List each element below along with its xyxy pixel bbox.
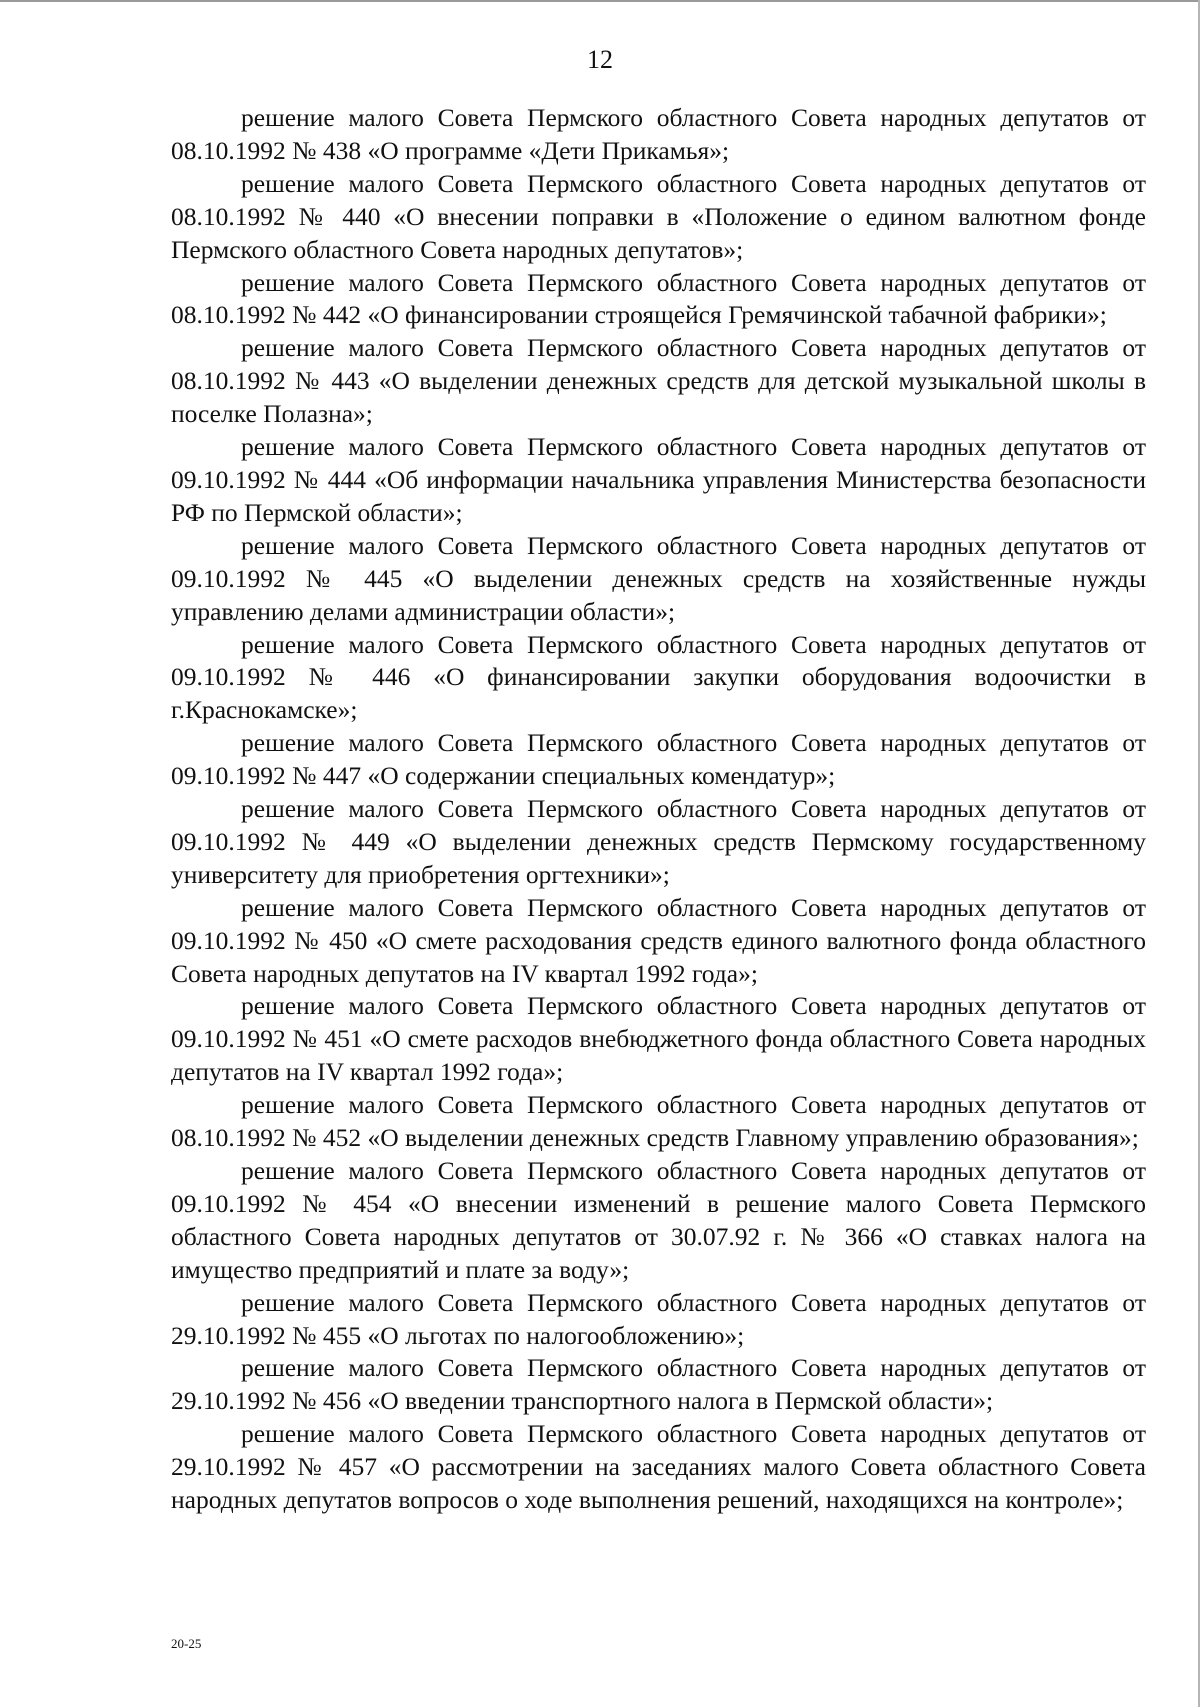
- list-item: решение малого Совета Пермского областного Совета народных депутатов от 09.10.1992 № 454 «О внесении изменений в решение малого Совета Пермского областного Совета народных депутатов от 30.07.92 г. № 366 «О ставках налога на имущество предприятий и плате за воду»;: [171, 1156, 1146, 1284]
- list-item: решение малого Совета Пермского областного Совета народных депутатов от 09.10.1992 № 446 «О финансировании закупки оборудования водоочистки в г.Краснокамске»;: [171, 629, 1146, 725]
- list-item: решение малого Совета Пермского областного Совета народных депутатов от 08.10.1992 № 452 «О выделении денежных средств Главному управлению образования»;: [171, 1090, 1146, 1153]
- page-number: 12: [587, 45, 613, 74]
- list-item: решение малого Совета Пермского областного Совета народных депутатов от 09.10.1992 № 445 «О выделении денежных средств на хозяйственные нужды управлению делами администрации области»;: [171, 530, 1146, 626]
- document-body: [171, 102, 1146, 1517]
- list-item: решение малого Совета Пермского областного Совета народных депутатов от 09.10.1992 № 450 «О смете расходования средств единого валютного фонда областного Совета народных депутатов на IV квартал 1992 года»;: [171, 892, 1146, 988]
- footer-code: 20-25: [171, 1636, 202, 1651]
- scan-edge-top: [0, 0, 1200, 2]
- list-item: решение малого Совета Пермского областного Совета народных депутатов от 08.10.1992 № 440 «О внесении поправки в «Положение о едином валютном фонде Пермского областного Совета народных депутатов»;: [171, 168, 1146, 264]
- list-item: решение малого Совета Пермского областного Совета народных депутатов от 29.10.1992 № 455 «О льготах по налогообложению»;: [171, 1287, 1146, 1350]
- list-item: решение малого Совета Пермского областного Совета народных депутатов от 08.10.1992 № 438 «О программе «Дети Прикамья»;: [171, 103, 1146, 165]
- list-item: решение малого Совета Пермского областного Совета народных депутатов от 09.10.1992 № 451 «О смете расходов внебюджетного фонда областного Совета народных депутатов на IV квартал 1992 года»;: [171, 991, 1146, 1087]
- list-item: решение малого Совета Пермского областного Совета народных депутатов от 29.10.1992 № 457 «О рассмотрении на заседаниях малого Совета областного Совета народных депутатов вопросов о ходе выполнения решений, находящихся на контроле»;: [171, 1419, 1146, 1515]
- list-item: решение малого Совета Пермского областного Совета народных депутатов от 08.10.1992 № 442 «О финансировании строящейся Гремячинской табачной фабрики»;: [171, 267, 1146, 330]
- list-item: решение малого Совета Пермского областного Совета народных депутатов от 29.10.1992 № 456 «О введении транспортного налога в Пермской области»;: [171, 1353, 1146, 1416]
- list-item: решение малого Совета Пермского областного Совета народных депутатов от 09.10.1992 № 447 «О содержании специальных комендатур»;: [171, 728, 1146, 791]
- list-item: решение малого Совета Пермского областного Совета народных депутатов от 09.10.1992 № 444 «Об информации начальника управления Министерства безопасности РФ по Пермской области»;: [171, 432, 1146, 527]
- list-item: решение малого Совета Пермского областного Совета народных депутатов от 08.10.1992 № 443 «О выделении денежных средств для детской музыкальной школы в поселке Полазна»;: [171, 333, 1146, 429]
- list-item: решение малого Совета Пермского областного Совета народных депутатов от 09.10.1992 № 449 «О выделении денежных средств Пермскому государственному университету для приобретения оргтехники»;: [171, 794, 1146, 889]
